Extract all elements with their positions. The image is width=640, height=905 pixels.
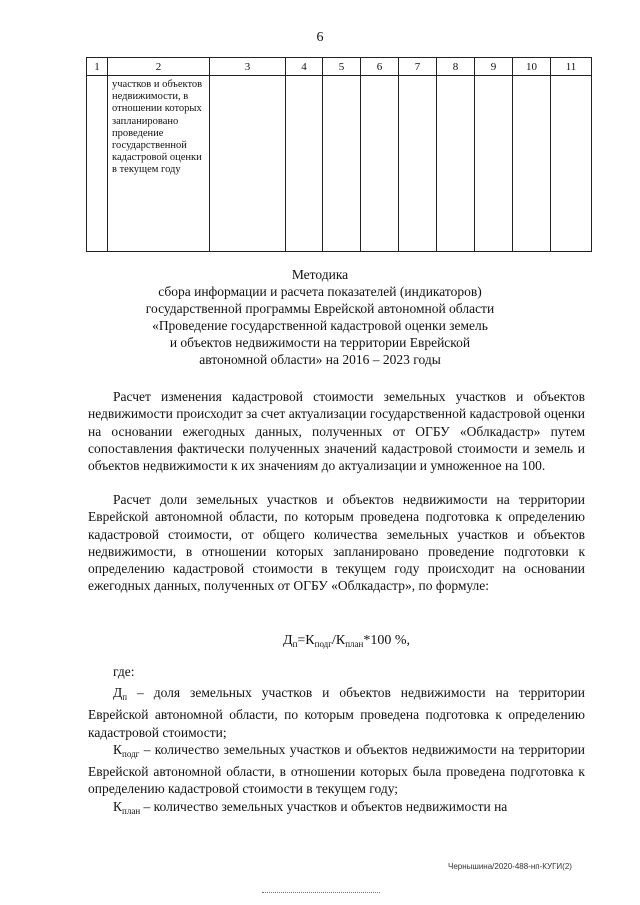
title-line: государственной программы Еврейской автономной области <box>145 301 495 316</box>
formula-d-subscript: п <box>292 639 298 649</box>
definition-text: – доля земельных участков и объектов недвижимости на территории Еврейской автономной области, по которым проведена подготовка к определению кадастровой стоимости; <box>88 685 585 740</box>
formula-k-plan-subscript: план <box>345 639 364 649</box>
definitions <box>88 684 585 820</box>
table-cell <box>399 76 437 252</box>
formula-tail: *100 %, <box>363 633 410 648</box>
symbol: К <box>113 798 123 814</box>
document-reference: Чернышина/2020-488-нп-КУГИ(2) <box>448 862 572 871</box>
bottom-divider <box>262 892 380 893</box>
title-line: «Проведение государственной кадастровой оценки земель <box>152 318 488 333</box>
table-cell <box>513 76 551 252</box>
indicators-table <box>86 57 592 252</box>
paragraph: Расчет изменения кадастровой стоимости земельных участков и объектов недвижимости происходит за счет актуализации государственной кадастровой оценки на основании ежегодных данных, полученных от ОГБУ «Облкадастр» путем сопоставления фактически полученных значений кадастровой стоимости и земель и объектов недвижимости к их значениям до актуализации и умноженное на 100. <box>88 389 585 474</box>
formula-k-podg-subscript: подг <box>314 639 332 649</box>
table-cell <box>551 76 592 252</box>
table-header-cell: 11 <box>551 58 592 76</box>
table-header-cell: 2 <box>108 58 210 76</box>
table-cell-indicator-text: участков и объектов недвижимости, в отношении которых запланировано проведение государственной кадастровой оценки в текущем году <box>108 76 210 252</box>
definition-d <box>88 684 585 741</box>
title-line: Методика <box>291 267 349 282</box>
page-number: 6 <box>316 30 324 45</box>
body-paragraph-1 <box>88 388 585 474</box>
title-line: автономной области» на 2016 – 2023 годы <box>199 352 441 367</box>
table-cell <box>475 76 513 252</box>
symbol: Д <box>113 685 123 700</box>
table-header-cell: 8 <box>437 58 475 76</box>
definition-text: – количество земельных участков и объектов недвижимости на <box>140 798 508 814</box>
table-header-cell: 5 <box>323 58 361 76</box>
table-cell <box>361 76 399 252</box>
symbol-subscript: подг <box>122 748 140 759</box>
symbol-subscript: план <box>122 805 141 816</box>
table-header-cell: 9 <box>475 58 513 76</box>
definition-text: – количество земельных участков и объектов недвижимости на территории Еврейской автономной области, в отношении которых была проведена подготовка к определению кадастровой стоимости в текущем году; <box>88 741 585 797</box>
where-label: где: <box>113 664 135 679</box>
table-cell <box>210 76 286 252</box>
paragraph: Расчет доли земельных участков и объектов недвижимости на территории Еврейской автономной области, по которым проведена подготовка к определению кадастровой стоимости, от общего количества земельных участков и объектов недвижимости, в отношении которых запланировано проведение подготовки к определению кадастровой стоимости в текущем году происходит на основании ежегодных данных, полученных от ОГБУ «Облкадастр», по формуле: <box>88 492 585 594</box>
table-cell <box>87 76 108 252</box>
table-header-cell: 1 <box>87 58 108 76</box>
symbol-subscript: п <box>122 692 128 702</box>
formula-d: Д <box>283 633 293 648</box>
body-paragraph-2 <box>88 491 585 595</box>
formula-slash: /К <box>331 633 346 648</box>
formula-eq: =К <box>297 633 315 648</box>
table-header-cell: 6 <box>361 58 399 76</box>
table-cell <box>323 76 361 252</box>
table-header-cell: 7 <box>399 58 437 76</box>
title-line: сбора информации и расчета показателей (индикаторов) <box>158 284 482 299</box>
formula <box>283 633 410 649</box>
table-header-row <box>87 58 592 76</box>
table-header-cell: 10 <box>513 58 551 76</box>
table-row <box>87 76 592 252</box>
title-line: и объектов недвижимости на территории Еврейской <box>169 335 471 350</box>
definition-k-podg <box>88 741 585 798</box>
table-cell <box>286 76 323 252</box>
symbol: К <box>113 741 123 757</box>
methodology-title <box>0 266 640 368</box>
definition-k-plan <box>88 798 585 820</box>
table-header-cell: 3 <box>210 58 286 76</box>
table-header-cell: 4 <box>286 58 323 76</box>
table-cell <box>437 76 475 252</box>
